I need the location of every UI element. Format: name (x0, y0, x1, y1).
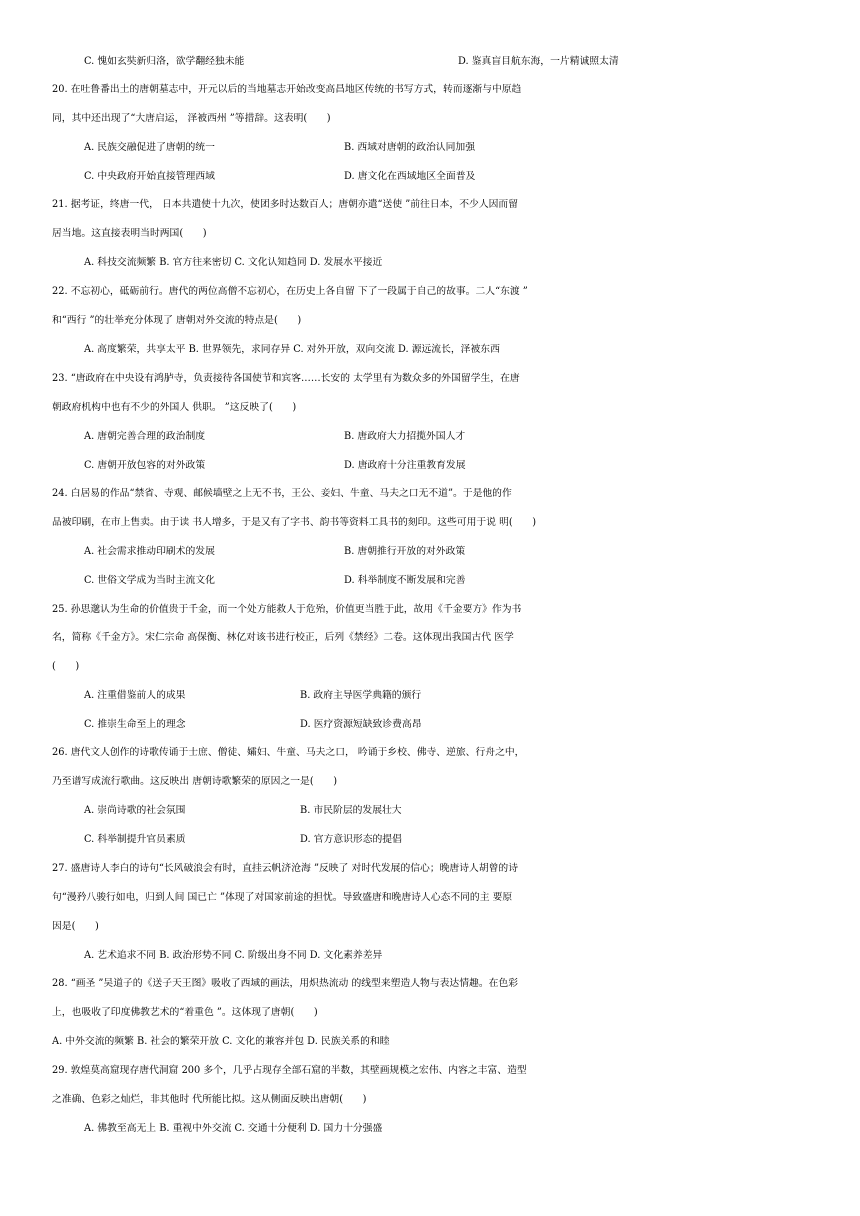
q28-options: A. 中外交流的频繁 B. 社会的繁荣开放 C. 文化的兼容并包 D. 民族关系的和睦 (52, 1036, 390, 1047)
q26-option-a: A. 崇尚诗歌的社会氛围 (84, 805, 186, 816)
q26-option-c: C. 科举制提升官员素质 (84, 834, 186, 845)
q19-option-c: C. 愧如玄奘新归洛，欲学翻经独未能 (84, 56, 245, 67)
q24-option-a: A. 社会需求推动印刷术的发展 (84, 546, 215, 557)
q27-stem-line1: 27. 盛唐诗人李白的诗句“长风破浪会有时，直挂云帆济沧海 ”反映了 对时代发展的信心；晚唐诗人胡曾的诗 (52, 863, 519, 874)
q29-stem-line1: 29. 敦煌莫高窟现存唐代洞窟 200 多个，几乎占现存全部石窟的半数，其壁画规模之宏伟、内容之丰富、造型 (52, 1065, 527, 1076)
q20-stem-line1: 20. 在吐鲁番出土的唐朝墓志中，开元以后的当地墓志开始改变高昌地区传统的书写方式，转而逐渐与中原趋 (52, 84, 522, 95)
q21-stem-line2: 居当地。这直接表明当时两国( ) (52, 228, 207, 239)
q24-stem-line2: 品被印刷，在市上售卖。由于读 书人增多，于是又有了字书、韵书等资料工具书的刻印。这些可用于说 明( ) (52, 517, 537, 528)
q25-option-d: D. 医疗资源短缺致诊费高昂 (300, 719, 422, 730)
q21-stem-line1: 21. 据考证，终唐一代， 日本共遣使十九次，使团多时达数百人；唐朝亦遣“送使 ”前往日本，不少人因而留 (52, 199, 519, 210)
q27-stem-line3: 因是( ) (52, 921, 99, 932)
q27-options: A. 艺术追求不同 B. 政治形势不同 C. 阶级出身不同 D. 文化素养差异 (84, 950, 383, 961)
q24-option-c: C. 世俗文学成为当时主流文化 (84, 575, 215, 586)
q19-option-d: D. 鉴真盲目航东海，一片精诚照太清 (458, 56, 619, 67)
q25-option-a: A. 注重借鉴前人的成果 (84, 690, 186, 701)
q27-stem-line2: 句“漫矜八骏行如电，归到人间 国已亡 ”体现了对国家前途的担忧。导致盛唐和晚唐诗人心态不同的主 要原 (52, 892, 513, 903)
q22-stem-line2: 和“西行 ”的壮举充分体现了 唐朝对外交流的特点是( ) (52, 315, 302, 326)
q24-stem-line1: 24. 白居易的作品“禁省、寺观、邮候墙壁之上无不书，王公、妾妇、牛童、马夫之口无不道”。于是他的作 (52, 488, 512, 499)
q29-stem-line2: 之准确、色彩之灿烂，非其他时 代所能比拟。这从侧面反映出唐朝( ) (52, 1094, 367, 1105)
q25-stem-line3: ( ) (52, 661, 80, 672)
q20-stem-line2: 同，其中还出现了“大唐启运， 泽被西州 ”等措辞。这表明( ) (52, 113, 331, 124)
q20-option-b: B. 西域对唐朝的政治认同加强 (344, 142, 475, 153)
q29-options: A. 佛教至高无上 B. 重视中外交流 C. 交通十分便利 D. 国力十分强盛 (84, 1123, 383, 1134)
q24-option-b: B. 唐朝推行开放的对外政策 (344, 546, 466, 557)
q23-stem-line2: 朝政府机构中也有不少的外国人 供职。 ”这反映了( ) (52, 402, 297, 413)
q25-option-b: B. 政府主导医学典籍的颁行 (300, 690, 422, 701)
q28-stem-line2: 上，也吸收了印度佛教艺术的“着重色 ”。这体现了唐朝( ) (52, 1007, 318, 1018)
q23-option-c: C. 唐朝开放包容的对外政策 (84, 460, 206, 471)
q28-stem-line1: 28. “画圣 ”吴道子的《送子天王图》吸收了西域的画法，用炽热流动 的线型来塑造人物与表达情趣。在色彩 (52, 978, 519, 989)
q23-option-d: D. 唐政府十分注重教育发展 (344, 460, 466, 471)
q20-option-a: A. 民族交融促进了唐朝的统一 (84, 142, 215, 153)
q22-stem-line1: 22. 不忘初心，砥砺前行。唐代的两位高僧不忘初心，在历史上各自留 下了一段属于自己的故事。二人“东渡 ” (52, 286, 528, 297)
q25-option-c: C. 推崇生命至上的理念 (84, 719, 186, 730)
q22-options: A. 高度繁荣，共享太平 B. 世界领先，求同存异 C. 对外开放，双向交流 D. 源远流长，泽被东西 (84, 344, 500, 355)
q25-stem-line1: 25. 孙思邈认为生命的价值贵于千金，而一个处方能救人于危殆，价值更当胜于此，故用《千金要方》作为书 (52, 604, 522, 615)
q26-option-b: B. 市民阶层的发展壮大 (300, 805, 402, 816)
q20-option-d: D. 唐文化在西域地区全面普及 (344, 171, 476, 182)
q23-option-a: A. 唐朝完善合理的政治制度 (84, 431, 206, 442)
q20-option-c: C. 中央政府开始直接管理西域 (84, 171, 215, 182)
q21-options: A. 科技交流频繁 B. 官方往来密切 C. 文化认知趋同 D. 发展水平接近 (84, 257, 383, 268)
q24-option-d: D. 科举制度不断发展和完善 (344, 575, 466, 586)
q26-stem-line1: 26. 唐代文人创作的诗歌传诵于士庶、僧徒、孀妇、牛童、马夫之口， 吟诵于乡校、佛寺、逆旅、行舟之中， (52, 747, 525, 758)
q25-stem-line2: 名，简称《千金方》。宋仁宗命 高保衡、林亿对该书进行校正，后列《禁经》二卷。这体现出我国古代 医学 (52, 632, 514, 643)
q23-option-b: B. 唐政府大力招揽外国人才 (344, 431, 466, 442)
q26-stem-line2: 乃至谱写成流行歌曲。这反映出 唐朝诗歌繁荣的原因之一是( ) (52, 776, 338, 787)
q26-option-d: D. 官方意识形态的提倡 (300, 834, 402, 845)
q23-stem-line1: 23. “唐政府在中央设有鸿胪寺，负责接待各国使节和宾客……长安的 太学里有为数众多的外国留学生，在唐 (52, 373, 520, 384)
